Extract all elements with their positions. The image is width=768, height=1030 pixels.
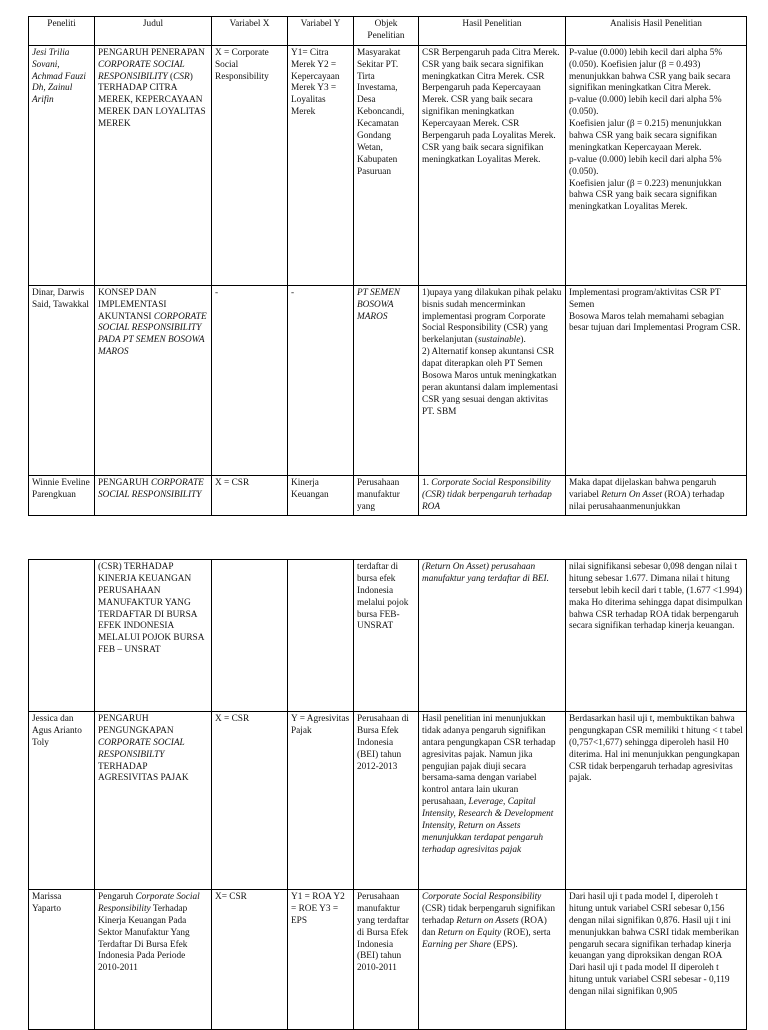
hasil-cell: Corporate Social Responsibility (CSR) tidak berpengaruh signifikan terhadap Return on Assets (ROA) dan Return on Equity (ROE), serta Earning per Share (EPS). xyxy=(419,890,566,1030)
table-row xyxy=(29,475,747,516)
analisis-cell: Implementasi program/aktivitas CSR PT Semen Bosowa Maros telah memahami sebagian besar tujuan dari Implementasi Program CSR. xyxy=(566,285,747,475)
peneliti-cell: Dinar, Darwis Said, Tawakkal xyxy=(29,285,95,475)
analisis-cell: Maka dapat dijelaskan bahwa pengaruh variabel Return On Asset (ROA) terhadap nilai perusahaanmenunjukkan xyxy=(566,475,747,516)
judul-cell: PENGARUH PENERAPAN CORPORATE SOCIAL RESPONSIBILITY (CSR) TERHADAP CITRA MEREK, KEPERCAYAAN MEREK DAN LOYALITAS MEREK xyxy=(95,45,212,285)
peneliti-cell: Marissa Yaparto xyxy=(29,890,95,1030)
judul-cell: (CSR) TERHADAP KINERJA KEUANGAN PERUSAHAAN MANUFAKTUR YANG TERDAFTAR DI BURSA EFEK INDONESIA MELALUI POJOK BURSA FEB – UNSRAT xyxy=(95,560,212,712)
table-row xyxy=(29,285,747,475)
judul-cell: KONSEP DAN IMPLEMENTASI AKUNTANSI CORPORATE SOCIAL RESPONSIBILITY PADA PT SEMEN BOSOWA MAROS xyxy=(95,285,212,475)
variabel-y-cell: Y1 = ROA Y2 = ROE Y3 = EPS xyxy=(288,890,354,1030)
table-row xyxy=(29,45,747,285)
variabel-x-cell: X = CSR xyxy=(212,475,288,516)
objek-cell: Masyarakat Sekitar PT. Tirta Investama, Desa Keboncandi, Kecamatan Gondang Wetan, Kabupaten Pasuruan xyxy=(354,45,419,285)
analisis-cell: Berdasarkan hasil uji t, membuktikan bahwa pengungkapan CSR memiliki t hitung < t tabel (0,757<1,677) sehingga diperoleh hasil H0 diterima. Hal ini menunjukkan pengungkapan CSR tidak berpengaruh terhadap agresivitas pajak. xyxy=(566,712,747,890)
judul-cell: PENGARUH CORPORATE SOCIAL RESPONSIBILITY xyxy=(95,475,212,516)
variabel-x-cell: X = CSR xyxy=(212,712,288,890)
objek-cell: Perusahaan manufaktur yang xyxy=(354,475,419,516)
table-header-row xyxy=(29,17,747,46)
variabel-x-cell xyxy=(212,560,288,712)
hasil-cell: (Return On Asset) perusahaan manufaktur yang terdaftar di BEI. xyxy=(419,560,566,712)
variabel-y-cell: - xyxy=(288,285,354,475)
header-variabel-x: Variabel X xyxy=(212,17,288,46)
judul-cell: PENGARUH PENGUNGKAPAN CORPORATE SOCIAL RESPONSIBILTY TERHADAP AGRESIVITAS PAJAK xyxy=(95,712,212,890)
header-hasil: Hasil Penelitian xyxy=(419,17,566,46)
objek-cell: terdaftar di bursa efek Indonesia melalui pojok bursa FEB-UNSRAT xyxy=(354,560,419,712)
objek-cell: Perusahaan manufaktur yang terdaftar di Bursa Efek Indonesia (BEI) tahun 2010-2011 xyxy=(354,890,419,1030)
hasil-cell: 1. Corporate Social Responsibility (CSR) tidak berpengaruh terhadap ROA xyxy=(419,475,566,516)
peneliti-cell: Winnie Eveline Parengkuan xyxy=(29,475,95,516)
peneliti-cell: Jesi Trilia Sovani, Achmad Fauzi Dh, Zainul Arifin xyxy=(29,45,95,285)
variabel-x-cell: - xyxy=(212,285,288,475)
variabel-x-cell: X = Corporate Social Responsibility xyxy=(212,45,288,285)
variabel-y-cell xyxy=(288,560,354,712)
hasil-cell: CSR Berpengaruh pada Citra Merek. CSR yang baik secara signifikan meningkatkan Citra Merek. CSR Berpengaruh pada Kepercayaan Merek. CSR yang baik secara signifikan meningkatkan Kepercayaan Merek. CSR Berpengaruh pada Loyalitas Merek. CSR yang baik secara signifikan meningkatkan Loyalitas Merek. xyxy=(419,45,566,285)
judul-cell: Pengaruh Corporate Social Responsibility Terhadap Kinerja Keuangan Pada Sektor Manufaktur Yang Terdaftar Di Bursa Efek Indonesia Pada Periode 2010-2011 xyxy=(95,890,212,1030)
analisis-cell: Dari hasil uji t pada model I, diperoleh t hitung untuk variabel CSRI sebesar 0,156 dengan nilai signifikan 0,876. Hasil uji t ini menunjukkan bahwa CSRI tidak memberikan pengaruh secara signifikan terhadap kinerja keuangan yang diproksikan dengan ROA Dari hasil uji t pada model II diperoleh t hitung untuk variabel CSRI sebesar - 0,119 dengan nilai signifikan 0,905 xyxy=(566,890,747,1030)
table-row xyxy=(29,560,747,712)
table-row xyxy=(29,712,747,890)
objek-cell: Perusahaan di Bursa Efek Indonesia (BEI) tahun 2012-2013 xyxy=(354,712,419,890)
hasil-cell: Hasil penelitian ini menunjukkan tidak adanya pengaruh signifikan antara pengungkapan CSR terhadap agresivitas pajak. Namun jika pengujian pajak diuji secara bersama-sama dengan variabel kontrol antara lain ukuran perusahaan, Leverage, Capital Intensity, Research & Development Intensity, Return on Assets menunjukkan terdapat pengaruh terhadap agresivitas pajak xyxy=(419,712,566,890)
header-analisis: Analisis Hasil Penelitian xyxy=(566,17,747,46)
variabel-y-cell: Y1= Citra Merek Y2 = Kepercayaan Merek Y3 = Loyalitas Merek xyxy=(288,45,354,285)
variabel-y-cell: Y = Agresivitas Pajak xyxy=(288,712,354,890)
header-objek: Objek Penelitian xyxy=(354,17,419,46)
analisis-cell: nilai signifikansi sebesar 0,098 dengan nilai t hitung sebesar 1.677. Dimana nilai t hitung tersebut lebih kecil dari t table, (1.677 <1.994) maka Ho diterima sehingga dapat disimpulkan bahwa CSR terhadap ROA tidak berpengaruh secara signifikan terhadap kinerja keuangan. xyxy=(566,560,747,712)
literature-table-part-2 xyxy=(28,559,747,1030)
variabel-y-cell: Kinerja Keuangan xyxy=(288,475,354,516)
header-judul: Judul xyxy=(95,17,212,46)
peneliti-cell: Jessica dan Agus Arianto Toly xyxy=(29,712,95,890)
objek-cell: PT SEMEN BOSOWA MAROS xyxy=(354,285,419,475)
hasil-cell: 1)upaya yang dilakukan pihak pelaku bisnis sudah mencerminkan implementasi program Corporate Social Responsibility (CSR) yang berkelanjutan (sustainable). 2) Alternatif konsep akuntansi CSR dapat diterapkan oleh PT Semen Bosowa Maros untuk meningkatkan peran akuntansi dalam implementasi CSR yang sesuai dengan aktivitas PT. SBM xyxy=(419,285,566,475)
variabel-x-cell: X= CSR xyxy=(212,890,288,1030)
header-variabel-y: Variabel Y xyxy=(288,17,354,46)
peneliti-cell xyxy=(29,560,95,712)
table-row xyxy=(29,890,747,1030)
header-peneliti: Peneliti xyxy=(29,17,95,46)
analisis-cell: P-value (0.000) lebih kecil dari alpha 5% (0.050). Koefisien jalur (β = 0.493) menunjukkan bahwa CSR yang baik secara signifikan meningkatkan Citra Merek. p-value (0.000) lebih kecil dari alpha 5% (0.050). Koefisien jalur (β = 0.215) menunjukkan bahwa CSR yang baik secara signifikan meningkatkan Kepercayaan Merek. p-value (0.000) lebih kecil dari alpha 5% (0.050). Koefisien jalur (β = 0.223) menunjukkan bahwa CSR yang baik secara signifikan meningkatkan Loyalitas Merek. xyxy=(566,45,747,285)
literature-table-part-1 xyxy=(28,16,747,516)
